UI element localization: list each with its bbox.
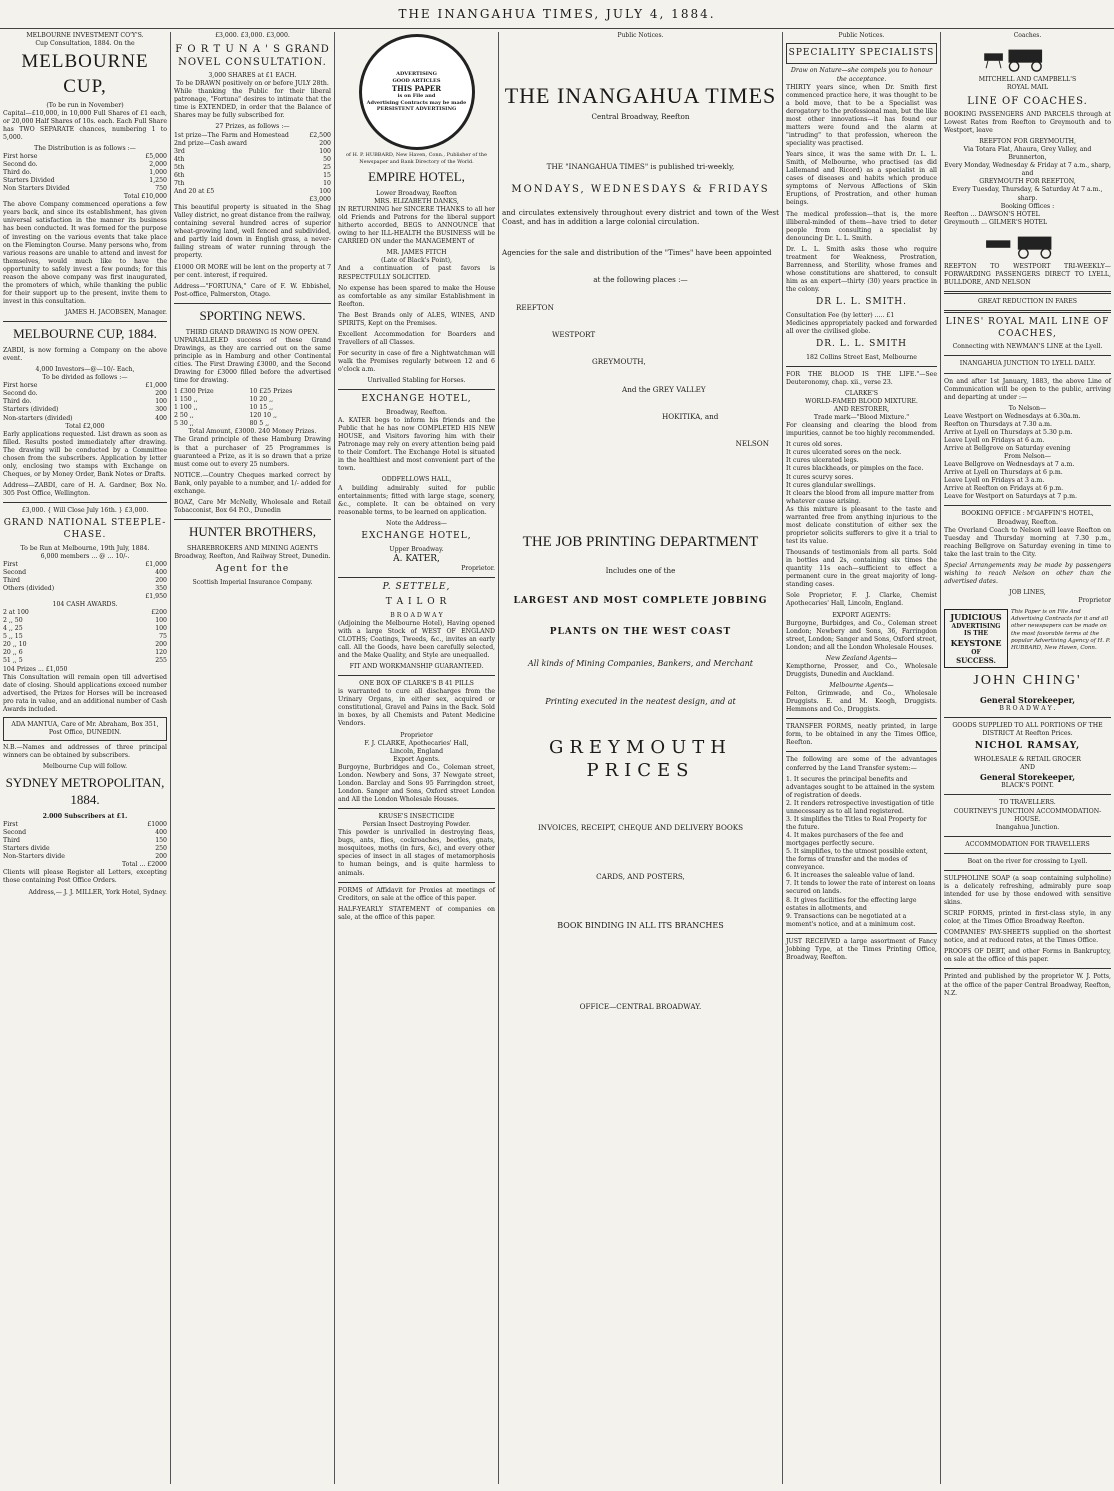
empire-address: Lower Broadway, Reefton xyxy=(376,189,457,197)
table-row: 1 150 ,, 10 20 ,, xyxy=(174,396,274,404)
cash-table xyxy=(3,609,167,665)
schedule-row: Leave Westport on Wednesdays at 6.30a.m. xyxy=(944,412,1081,420)
nichol-ramsay: NICHOL RAMSAY, xyxy=(974,741,1081,752)
sole-proprietor: Sole Proprietor, F. J. Clarke, Chemist Apothecaries' Hall, Lincoln, England. xyxy=(786,592,937,608)
table-row: First horse £5,000 xyxy=(3,152,167,160)
times-address: Central Broadway, Reefton xyxy=(591,112,690,122)
fit-workmanship: FIT AND WORKMANSHIP GUARANTEED. xyxy=(349,663,484,671)
ada-note: N.B.—Names and addresses of three principal winners can be obtained by subscribers. xyxy=(3,744,167,760)
table-row: Starters divide 250 xyxy=(3,845,167,853)
cash-body: This Consultation will remain open till advertised date of closing. Should applications exceed number advertised, the Prizes for Horses will be increased pro rata in value, and an additional number of Cash Awards included. xyxy=(3,673,167,713)
column-1 xyxy=(0,32,170,1484)
sydney-table xyxy=(3,821,167,861)
run-note: (To be run in November) xyxy=(46,101,124,109)
clarke: F. J. CLARKE, Apothecaries' Hall, xyxy=(364,739,469,747)
fortuna-title: F O R T U N A ' S GRAND NOVEL CONSULTATION. xyxy=(175,44,330,69)
largest: LARGEST AND MOST COMPLETE JOBBING xyxy=(513,595,768,606)
blacks-point: BLACK'S POINT. xyxy=(1001,782,1054,790)
sporting-body: UNPARALLELED success of these Grand Drawings, as they are carried out on the same principle as in Hamburg and other Continental cities. The First Drawing £3000, and the Second Drawing for £3000 filled before the advertised time for drawing. xyxy=(174,336,331,385)
schedule-row: Leave for Westport on Saturdays at 7 p.m. xyxy=(944,493,1077,501)
john-ching: JOHN CHING' xyxy=(973,673,1082,689)
transfer-forms: TRANSFER FORMS, neatly printed, in large form, to be obtained in any the Times Office, Reefton. xyxy=(786,723,937,747)
table-row: 1 £300 Prize 10 £25 Prizes xyxy=(174,388,293,396)
zabdi-divided: To be divided as follows :— xyxy=(42,374,128,382)
all-kinds: All kinds of Mining Companies, Bankers, and Merchant xyxy=(528,658,753,668)
export-head: Export Agents. xyxy=(393,755,440,763)
column-5 xyxy=(783,32,940,1484)
exchange-title-2: EXCHANGE HOTEL, xyxy=(361,530,472,541)
connecting: Connecting with NEWMAN'S LINE at the Lyell. xyxy=(952,343,1103,351)
pills-body: is warranted to cure all discharges from the Urinary Organs, in either sex, acquired or constitutional, Gravel and Pains in the Back. Sold in boxes, by all Chemists and Patent Medicine Vendors. xyxy=(338,688,495,728)
broadway-ching: B R O A D W A Y . xyxy=(999,705,1056,713)
stabling: Unrivalled Stabling for Horses. xyxy=(367,377,466,385)
scottish: Scottish Imperial Insurance Company. xyxy=(192,578,313,586)
boaz-address: BOAZ, Care Mr McNelly, Wholesale and Retail Tobacconist, Box 64 P.O., Dunedin xyxy=(174,498,331,514)
exchange-address: Broadway, Reefton. xyxy=(386,408,447,416)
table-row: Non-starters (divided) 400 xyxy=(3,414,167,422)
gnsc-total: £1,950 xyxy=(145,592,167,600)
pills-proprietor: Proprietor xyxy=(400,731,433,739)
tailor: T A I L O R xyxy=(385,597,448,608)
table-row: 4 ,, 25 100 xyxy=(3,625,167,633)
table-row: Second 400 xyxy=(3,568,167,576)
advantage-item: 5. It simplifies, to the utmost possible extent, the forms of transfer and the modes of conveyance. xyxy=(786,848,928,872)
table-row: 5th 25 xyxy=(174,163,331,171)
melbourne-cup-title: MELBOURNE CUP, xyxy=(21,51,149,97)
reefton-westport: REEFTON TO WESTPORT TRI-WEEKLY—FORWARDING PASSENGERS DIRECT TO LYELL, BULLDORE, AND NELSON xyxy=(944,262,1111,286)
ada-box: ADA MANTUA, Care of Mr. Abraham, Box 351, Post Office, DUNEDIN. xyxy=(3,717,167,741)
fortuna-shares: 3,000 SHARES at £1 EACH. xyxy=(208,72,297,80)
overland: The Overland Coach to Nelson will leave Reefton on Tuesday and Thursday morning at 7.30 p.m., reaching Bellgrove on Saturday evening in time to take the last train to the City. xyxy=(944,526,1111,558)
table-row: Others (divided) 350 xyxy=(3,584,167,592)
rg-days: Every Monday, Wednesday & Friday at 7 a.m., sharp, and xyxy=(944,162,1111,178)
schedule-row: Leave Lyell on Fridays at 3 a.m. xyxy=(944,477,1045,485)
restorer: AND RESTORER, xyxy=(833,406,890,414)
continuation: And a continuation of past favors is RESPECTFULLY SOLICITED. xyxy=(338,265,495,281)
advertising-logo: ADVERTISING GOOD ARTICLES THIS PAPER is on File and Advertising Contracts may be made PERSISTENT ADVERTISING xyxy=(359,34,475,150)
zabdi-total: Total £2,000 xyxy=(65,422,105,430)
coach-illustration-icon xyxy=(952,231,1102,259)
melb-agents-body: Felton, Grimwade, and Co., Wholesale Druggists. E. and M. Keogh, Druggists. Hemmons and Co., Druggists. xyxy=(786,690,937,714)
table-row: Second do. 200 xyxy=(3,390,167,398)
office-2: Greymouth ... GILMER'S HOTEL xyxy=(944,218,1048,226)
column-4 xyxy=(499,32,782,1484)
place-reefton: REEFTON xyxy=(516,302,554,312)
and: AND xyxy=(1020,763,1035,771)
zabdi-address: Address—ZABDI, care of H. A. Gardner, Box No. 305 Post Office, Wellington. xyxy=(3,482,167,498)
distribution-total: Total £10,000 xyxy=(123,193,167,201)
sydney-subs: 2.000 Subscribers at £1. xyxy=(42,812,128,820)
cure-item: It cures old sores. xyxy=(786,441,843,449)
export-agents: EXPORT AGENTS: xyxy=(832,611,891,619)
smith-name: DR L. L. SMITH. xyxy=(816,297,907,308)
plants: PLANTS ON THE WEST COAST xyxy=(549,627,732,638)
booking-office-address: Broadway, Reefton. xyxy=(997,518,1058,526)
office: OFFICE—CENTRAL BROADWAY. xyxy=(579,1001,702,1011)
brands: The Best Brands only of ALES, WINES, AND SPIRITS, Kept on the Premises. xyxy=(338,311,495,327)
cure-item: It cures ulcerated legs. xyxy=(786,457,859,465)
settele-title: P. SETTELE, xyxy=(382,582,451,593)
signature: JAMES H. JACOBSEN, Manager. xyxy=(65,309,167,317)
table-row: 3rd 100 xyxy=(174,147,331,155)
proprietor: Proprietor. xyxy=(461,565,495,573)
mixture-body: As this mixture is pleasant to the taste and warranted free from anything injurious to the most delicate constitution of either sex the proprietor solicits sufferers to give it a trial to test its value. xyxy=(786,505,937,546)
coaches-head: Coaches. xyxy=(1013,32,1042,39)
speciality-tag: Draw on Nature—she compels you to honour the acceptance. xyxy=(790,67,933,83)
cash-head: 104 CASH AWARDS. xyxy=(52,601,118,609)
half-yearly: HALF-YEARLY STATEMENT of companies on sale, at the office of this paper. xyxy=(338,905,495,921)
table-row: 2 ,, 50 100 xyxy=(3,617,167,625)
agent-for: Agent for the xyxy=(215,564,290,575)
published: THE "INANGAHUA TIMES" is published tri-weekly, xyxy=(546,161,735,171)
kruse-title: KRUSE'S INSECTICIDE xyxy=(378,813,455,821)
gnsc-run: To be Run at Melbourne, 19th July, 1884. xyxy=(20,544,150,552)
sharebrokers: SHAREBROKERS AND MINING AGENTS xyxy=(186,544,319,552)
column-6 xyxy=(941,32,1114,1484)
fortuna-top: £3,000. £3,000. £3,000. xyxy=(215,32,290,39)
place-hokitika: HOKITIKA, and xyxy=(662,411,719,421)
export-body: Burgoyne, Burbridges and Co., Coleman street, London. Newbery and Sons, 37 Newgate street, London. Barclay and Sons 95 Farringdon street, London. Sanger and Sons, Oxford street London and All the London Wholesale Houses. xyxy=(338,763,495,804)
prizes-head: 27 Prizes, as follows :— xyxy=(215,123,290,131)
table-row: Second do. 2,000 xyxy=(3,160,167,168)
advantage-item: 2. It renders retrospective investigation of title unnecessary as to all land registered. xyxy=(786,799,934,815)
cure-item: It cures glandular swellings. xyxy=(786,481,876,489)
advantage-item: 3. It simplifies the Titles to Real Property for the future. xyxy=(786,815,927,831)
public-notices: Public Notices. xyxy=(617,32,664,39)
prize-list xyxy=(174,388,331,428)
masthead: THE INANGAHUA TIMES, JULY 4, 1884. xyxy=(0,0,1114,29)
general-storekeeper-2: General Storekeeper, xyxy=(980,772,1075,783)
sydney-address: Address,— J. J. MILLER, York Hotel, Sydney. xyxy=(28,888,167,896)
smith-address: 182 Collins Street East, Melbourne xyxy=(806,353,917,361)
booking-office: BOOKING OFFICE : M'GAFFIN'S HOTEL, xyxy=(961,510,1094,518)
gnsc-table xyxy=(3,561,167,593)
mitchell: MITCHELL AND CAMPBELL'S xyxy=(978,75,1077,83)
hamburg-body: The Grand principle of these Hamburg Drawing is that a purchaser of 25 Programmes is guaranteed a Prize, as it is so drawn that a prize must come out to every 25 numbers. xyxy=(174,436,331,468)
kater-name: A. KATER, xyxy=(393,553,440,564)
speciality-body-3: The medical profession—that is, the more illiberal-minded of them—have tried to deter people from consulting a specialist by denouncing Dr. L. L. Smith. xyxy=(786,210,937,242)
line-of-coaches: LINE OF COACHES. xyxy=(967,95,1088,107)
notice-body: NOTICE.—Country Cheques marked correct by Bank, only payable to a number, and 1/- added for exchange. xyxy=(174,471,331,495)
capital-text: Capital—£10,000, in 10,000 Full Shares of £1 each, or 20,000 Half Shares of 10s. each. Each Full Share has TWO SEPARATE chances, numbering 1 to 5,000. xyxy=(3,109,167,141)
table-row: Second 400 xyxy=(3,829,167,837)
kruse-sub: Persian Insect Destroying Powder. xyxy=(362,821,471,829)
cure-item: It cures scurvy sores. xyxy=(786,473,854,481)
judicious-logo: JUDICIOUS ADVERTISING IS THE KEYSTONE OF SUCCESS. xyxy=(944,609,1008,668)
gr-days: Every Tuesday, Thursday, & Saturday At 7 a.m., sharp. xyxy=(952,186,1103,202)
reefton-greymouth: REEFTON FOR GREYMOUTH, xyxy=(979,138,1076,146)
table-row: 2nd prize—Cash award 200 xyxy=(174,139,331,147)
column-2 xyxy=(171,32,334,1484)
prize-total: Total Amount, £3000. 240 Money Prizes. xyxy=(188,428,317,436)
lincoln: Lincoln, England xyxy=(389,747,444,755)
places-head: at the following places :— xyxy=(593,275,688,285)
schedule-row: Arrive at Lyell on Thursdays at 5.30 p.m. xyxy=(944,428,1073,436)
scrip-forms: SCRIP FORMS, printed in first-class style, in any color, at the Times Office Broadway Reefton. xyxy=(944,910,1111,926)
table-row: Starters Divided 1,250 xyxy=(3,177,167,185)
settele-body: (Adjoining the Melbourne Hotel), Having opened with a large Stock of WEST OF ENGLAND CLOTHS; Coatings, Tweeds, &c., invites an early call. All the Goods, have been carefully selected, and the Make Quality, and Style are unequalled. xyxy=(338,619,495,660)
empire-title: EMPIRE HOTEL, xyxy=(368,169,465,184)
table-row: Non-Starters divide 200 xyxy=(3,853,167,861)
booking-offices: Booking Offices : xyxy=(1000,202,1055,210)
table-row: First £1000 xyxy=(3,821,167,829)
table-row: 1 100 ,, 10 15 ,, xyxy=(174,404,274,412)
loan-body: £1000 OR MORE will be lent on the property at 7 per cent. interest, if required. xyxy=(174,263,331,279)
kruse-body: This powder is unrivalled in destroying fleas, bugs, ants, flies, cockroaches, beetles, gnats, mosquitoes, moths (in furs, &c), and every other species of insect in all stages of metamorphosis to human beings, and is quite harmless to animals. xyxy=(338,829,495,877)
fitch-name: MR. JAMES FITCH xyxy=(386,249,447,257)
invoices: INVOICES, RECEIPT, CHEQUE AND DELIVERY BOOKS xyxy=(537,822,744,832)
fee-note: Medicines appropriately packed and forwarded all over the civilised globe. xyxy=(786,319,937,335)
table-row: 2 at 100 £200 xyxy=(3,609,167,617)
nz-agents: New Zealand Agents— xyxy=(825,654,898,662)
zabdi-table xyxy=(3,382,167,422)
cure-item: It cures blackheads, or pimples on the face. xyxy=(786,465,924,473)
kater-body: A. KATER begs to inform his friends and the Public that he has now COMPLETED HIS NEW HOUSE, and Visitors favoring him with their Patronage may rely on every attention being paid to their Comfort. The Exchange Hotel is situated in the healthiest and most convenient part of the town. xyxy=(338,417,495,473)
job-printing-title: THE JOB PRINTING DEPARTMENT xyxy=(522,533,759,550)
courtney: COURTNEY'S JUNCTION ACCOMMODATION-HOUSE. xyxy=(953,807,1102,823)
broadway: B R O A D W A Y xyxy=(390,611,443,619)
advantage-item: 7. It tends to lower the rate of interest on loans secured on lands. xyxy=(786,880,936,896)
sulpholine: SULPHOLINE SOAP (a soap containing sulpholine) is a delicately refreshing, admirably pure soap intended for use by those endowed with sensitive skins. xyxy=(944,874,1111,907)
table-row: First horse £1,000 xyxy=(3,382,167,390)
fortuna-drawn: To be DRAWN positively on or before JULY 28th. xyxy=(176,80,329,88)
speciality-body-1: THIRTY years since, when Dr. Smith first commenced practice here, it was thought to be a bold move, that to be a Specialist was derogatory to the professional man, but the like most other innovations—it has found our matters were found and the alarm at "intruding" to that profession, whereon the speciality was practised. xyxy=(786,83,937,148)
upper-broadway: Upper Broadway. xyxy=(389,545,444,553)
lines-royal-mail: LINES' ROYAL MAIL LINE OF COACHES, xyxy=(945,317,1110,339)
schedule-row: Leave Bellgrove on Wednesdays at 7 a.m. xyxy=(944,461,1075,469)
forms-affidavit: FORMS of Affidavit for Proxies at meetings of Creditors, on sale at the office of this paper. xyxy=(338,886,495,902)
blood-mixture: WORLD-FAMED BLOOD MIXTURE. xyxy=(805,397,918,405)
printed-by: Printed and published by the proprietor W. J. Potts, at the office of the paper Central Broadway, Reefton, N.Z. xyxy=(944,973,1111,997)
royal-mail: ROYAL MAIL xyxy=(1006,83,1049,91)
january-note: On and after 1st January, 1883, the above Line of Communication will be open to the public, arriving and departing at under :— xyxy=(944,377,1111,401)
cure-item: It cures ulcerated sores on the neck. xyxy=(786,449,902,457)
speciality-body-2: Years since, it was the same with Dr. L. L. Smith, of Melbourne, who practised (as did Lallemand and Ricord) as a specialist in all cases of diseases and habits which produce symptoms of Nervous Affections of Skin Eruptions, of Prostration, and other human beings. xyxy=(786,151,937,207)
table-row: Non Starters Divided 750 xyxy=(3,185,167,193)
advantage-item: 1. It secures the principal benefits and advantages sought to be attained in the system of registration of deeds. xyxy=(786,775,935,799)
table-row: And 20 at £5 100 xyxy=(174,187,331,195)
accommodation-travellers: ACCOMMODATION FOR TRAVELLERS xyxy=(965,840,1090,848)
expense-body: No expense has been spared to make the House as comfortable as any similar Establishment in Reefton. xyxy=(338,284,495,308)
gnsc-head: £3,000. { Will Close July 16th. } £3,000. xyxy=(21,507,149,515)
schedule-row: Arrive at Lyell on Thursdays at 6 p.m. xyxy=(944,469,1063,477)
ad-heading: MELBOURNE INVESTMENT CO'Y'S. xyxy=(26,32,144,39)
cash-total: 104 Prizes ... £1,050 xyxy=(3,665,68,673)
rg-body: Via Totara Flat, Ahaura, Grey Valley, and Brunnerton, xyxy=(963,146,1092,162)
logo-foot: of H. P. HUBBARD, New Haven, Conn., Publisher of the Newspaper and Bank Directory of the World. xyxy=(346,152,487,165)
clarkes: CLARKE'S xyxy=(844,389,879,397)
accommodation: Excellent Accommodation for Boarders and Travellers of all Classes. xyxy=(338,330,495,346)
boat: Boat on the river for crossing to Lyell. xyxy=(967,857,1088,865)
clean-body: For cleansing and clearing the blood from impurities, cannot be too highly recommended. xyxy=(786,422,937,438)
table-row: 4th 50 xyxy=(174,155,331,163)
place-grey-valley: And the GREY VALLEY xyxy=(622,384,706,394)
fortuna-body: While thanking the Public for their liberal patronage, "Fortuna" desires to intimate that the time is EXTENDED, in order that the Balance of Shares may be fully subscribed for. xyxy=(174,88,331,120)
booking-body: BOOKING PASSENGERS AND PARCELS through at Lowest Rates from Reefton to Greymouth and to Westport, leave xyxy=(944,110,1111,135)
zabdi-body: Early applications requested. List drawn as soon as filled. Results posted immediately after drawing. The drawing will be conducted by a Committee chosen from the subscribers. Application by letter only, enclosing two stamps with Exchange on Cheques, or by Money Order, Bank Notes or Drafts. xyxy=(3,430,167,478)
proofs-of-debt: PROOFS OF DEBT, and other Forms in Bankruptcy, on sale at the office of this paper. xyxy=(944,948,1111,964)
hunter-title: HUNTER BROTHERS, xyxy=(188,524,317,540)
prizes-table xyxy=(174,132,331,197)
includes: Includes one of the xyxy=(605,566,676,576)
advantage-item: 8. It gives facilities for the effecting large estates in allotments, and xyxy=(786,896,917,912)
follow-note: Melbourne Cup will follow. xyxy=(42,763,128,771)
distribution-head: The Distribution is as follows :— xyxy=(34,144,136,152)
fitch-late: (Late of Black's Point), xyxy=(380,257,453,265)
sydney-title: SYDNEY METROPOLITAN, 1884. xyxy=(5,775,165,808)
melb-agents: Melbourne Agents— xyxy=(829,682,894,690)
third-grand: THIRD GRAND DRAWING IS NOW OPEN. xyxy=(185,328,320,336)
blood-verse: FOR THE BLOOD IS THE LIFE."—See Deuteronomy, chap. xii., verse 23. xyxy=(786,370,937,386)
just-received: JUST RECEIVED a large assortment of Fancy Jobbing Type, at the Times Printing Office, Broadway, Reefton. xyxy=(786,937,937,961)
consultation-fee: Consultation Fee (by letter) ..... £1 xyxy=(786,311,895,319)
testimonials: Thousands of testimonials from all parts. Sold in bottles and 2s, containing six times the quantity 11s each—sufficient to effect a permanent cure in the great majority of long-standing cases. xyxy=(786,549,937,589)
cards: CARDS, AND POSTERS, xyxy=(596,871,685,881)
junction-lyell: INANGAHUA JUNCTION TO LYELL DAILY. xyxy=(959,360,1096,368)
schedule-row: Arrive at Reefton on Fridays at 6 p.m. xyxy=(944,485,1064,493)
mrs-body: IN RETURNING her SINCERE THANKS to all her old Friends and Patrons for the liberal support hitherto accorded, BEGS to ANNOUNCE that owing to her ILL-HEALTH the BUSINESS will be CARRIED ON under the MANAGEMENT of xyxy=(338,206,495,246)
table-row: 7th 10 xyxy=(174,179,331,187)
melbourne-cup-1884-title: MELBOURNE CUP, 1884. xyxy=(13,326,157,342)
table-row: Third do. 1,000 xyxy=(3,169,167,176)
job-lines-proprietor: Proprietor xyxy=(1078,597,1111,605)
sporting-title: SPORTING NEWS. xyxy=(199,307,306,323)
greymouth-reefton: GREYMOUTH FOR REEFTON, xyxy=(979,178,1076,186)
sydney-body: Clients will please Register all Letters, excepting those containing Post Office Orders. xyxy=(3,869,167,885)
table-row: 6th 15 xyxy=(174,171,331,179)
reduction: GREAT REDUCTION IN FARES xyxy=(978,297,1077,305)
circulation: and circulates extensively throughout every district and town of the West Coast, and has in addition a large colonial circulation. xyxy=(502,208,779,227)
coach-illustration-icon xyxy=(952,44,1102,72)
table-row: 5 30 ,, 80 5 ,, xyxy=(174,420,270,428)
transfer-advantages: The following are some of the advantages conferred by the Land Transfer system:— xyxy=(786,756,937,772)
goods-supplied: GOODS SUPPLIED TO ALL PORTIONS OF THE DISTRICT At Reefton Prices. xyxy=(952,722,1103,738)
note-address: Note the Address— xyxy=(386,519,447,527)
fortuna-address: Address—"FORTUNA," Care of F. W. Ebbishel, Post-office, Palmerston, Otago. xyxy=(174,282,331,298)
public-notices-2: Public Notices. xyxy=(838,32,885,39)
place-greymouth: GREYMOUTH, xyxy=(592,357,646,367)
table-row: First £1,000 xyxy=(3,560,167,568)
general-storekeeper: General Storekeeper, xyxy=(980,694,1075,705)
oddfellows: ODDFELLOWS HALL, xyxy=(381,476,452,484)
place-nelson: NELSON xyxy=(735,439,769,449)
from-nelson: From Nelson— xyxy=(1004,453,1051,461)
zabdi-investors: 4,000 Investors—@—10/- Each, xyxy=(35,366,135,374)
speciality-title: SPECIALITY SPECIALISTS xyxy=(788,47,935,58)
days: MONDAYS, WEDNESDAYS & FRIDAYS xyxy=(511,184,770,196)
gnsc-title: GRAND NATIONAL STEEPLE-CHASE. xyxy=(3,518,167,540)
table-row: Starters (divided) 300 xyxy=(3,406,167,414)
inangahua-junction: Inangahua Junction. xyxy=(995,823,1060,831)
schedule-row: Leave Lyell on Fridays at 6 a.m. xyxy=(944,436,1045,444)
table-row: Third 200 xyxy=(3,576,167,584)
mrs-name: MRS. ELIZABETH DANKS, xyxy=(374,197,459,205)
office-1: Reefton ... DAWSON'S HOTEL xyxy=(944,210,1040,218)
times-title: THE INANGAHUA TIMES xyxy=(504,82,777,108)
place-westport: WESTPORT xyxy=(552,329,596,339)
agencies: Agencies for the sale and distribution of the "Times" have been appointed xyxy=(502,247,772,257)
wholesale: WHOLESALE & RETAIL GROCER xyxy=(974,755,1081,763)
judicious-text: This Paper is on File And Advertising Contracts for it and all other newspapers can be made on the most favorable terms at the popular Advertising Agency of H. P. HUBBARD, New Haven, Conn. xyxy=(1011,609,1111,651)
advantage-item: 6. It increases the saleable value of land. xyxy=(786,872,915,880)
to-nelson: To Nelson— xyxy=(1008,404,1047,412)
sydney-total: Total ... £2000 xyxy=(121,861,167,869)
table-row: 1st prize—The Farm and Homestead £2,500 xyxy=(174,131,331,139)
advantage-item: 9. Transactions can be negotiated at a moment's notice, and at a minimum cost. xyxy=(786,912,916,928)
to-travellers: TO TRAVELLERS. xyxy=(999,799,1056,807)
prizes-total: £3,000 xyxy=(309,196,331,203)
nz-agents-body: Kempthorne, Prosser, and Co., Wholesale Druggists, Dunedin and Auckland. xyxy=(786,662,937,678)
property-body: This beautiful property is situated in the Shag Valley district, no great distance from the railway, containing several hundred acres of superior wheat-growing land, well fenced and subdivided, and partly laid down in English grass, a never-failing stream of water running through the property. xyxy=(174,204,331,260)
schedule-row: Reefton on Thursdays at 7.30 a.m. xyxy=(944,420,1053,428)
zabdi-intro: ZABDI, is now forming a Company on the above event. xyxy=(3,347,167,363)
pay-sheets: COMPANIES' PAY-SHEETS supplied on the shortest notice, and at reduced rates, at the Times Office. xyxy=(944,929,1111,945)
printing-executed: Printing executed in the neatest design, and at xyxy=(545,697,736,707)
ad-sub: Cup Consultation, 1884. On the xyxy=(35,40,135,48)
table-row: 51 ,, 5 255 xyxy=(3,657,167,665)
table-row: 2 50 ,, 120 10 ,, xyxy=(174,412,278,420)
table-row: 20 ,, 6 120 xyxy=(3,649,167,657)
column-3 xyxy=(335,32,498,1484)
judicious-ad xyxy=(944,609,1111,668)
body-text: The above Company commenced operations a few years back, and since its establishment, has given universal satisfaction in the manner its business has been conducted. It was formed for the purpose of investing on the various events that take place on the Flemington Course. Many persons who, from various reasons are unable to attend and invest for themselves, would much like to have the opportunity to safely invest a few pounds; for this reason the above company was first inaugurated, the promoters of which, while thanking the public for their support up to the present, invite them to invest in this consultation. xyxy=(3,201,167,305)
trade-mark: Trade mark—"Blood Mixture." xyxy=(813,414,910,422)
gnsc-members: 6,000 members ... @ ... 10/-. xyxy=(40,552,130,560)
advantage-item: 4. It makes purchasers of the fee and mortgages perfectly secure. xyxy=(786,832,904,848)
table-row: Third do. 100 xyxy=(3,398,167,406)
exchange-title: EXCHANGE HOTEL, xyxy=(361,394,472,405)
greymouth-prices: GREYMOUTH PRICES xyxy=(548,736,732,782)
cure-item: It clears the blood from all impure matter from whatever cause arising. xyxy=(786,489,934,505)
table-row: 5 ,, 15 75 xyxy=(3,633,167,641)
distribution-table xyxy=(3,153,167,193)
table-row: 20 ,, 10 200 xyxy=(3,641,167,649)
export-agents-body: Burgoyne, Burbidges, and Co., Coleman street London; Newbery and Sons, 36, Farringdon street, London; Sanger and Sons, Oxford street, London; and all the London Wholesale Houses. xyxy=(786,619,937,651)
oddfellows-body: A building admirably suited for public entertainments; fitted with large stage, scenery, &c., complete. It can be obtained on very reasonable terms, to be learned on application. xyxy=(338,484,495,516)
pills-title: ONE BOX OF CLARKE'S B 41 PILLS xyxy=(359,680,474,688)
binding: BOOK BINDING IN ALL ITS BRANCHES xyxy=(557,921,724,931)
job-lines: JOB LINES, xyxy=(1009,589,1046,597)
sharebrokers-address: Broadway, Reefton, And Railway Street, Dunedin. xyxy=(174,552,331,560)
schedule-row: Arrive at Bellgrove on Saturday evening xyxy=(944,445,1071,453)
security: For security in case of fire a Nightwatchman will walk the Premises regularly between 12 and 6 o'clock a.m. xyxy=(338,350,495,374)
special-arrangements: Special Arrangements may be made by passengers wishing to reach Nelson on other than the advertised dates. xyxy=(944,561,1111,585)
speciality-body-4: Dr. L. L. Smith asks those who require treatment for Weakness, Prostration, Barrenness, and Sterility, whose frames and whose constitutions are shattered, to consult him as an expert—thirty (30) years practice in the colony. xyxy=(786,245,937,294)
table-row: Third 150 xyxy=(3,837,167,845)
smith-name-2: DR. L. L. SMITH xyxy=(816,339,907,350)
